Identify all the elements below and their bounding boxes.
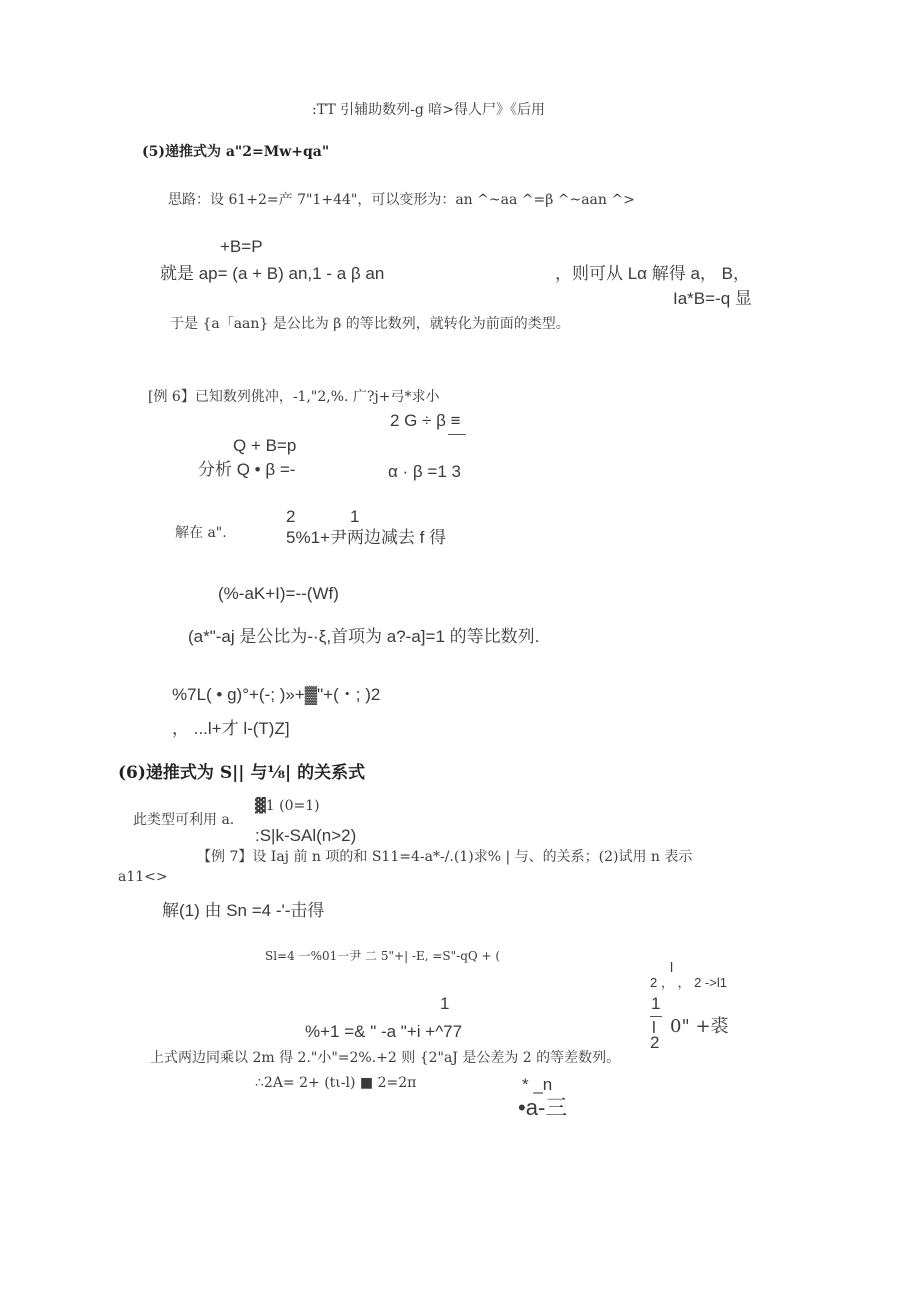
analysis-eq2: 分析 Q • β =- xyxy=(198,460,296,479)
equation-1: (%-aK+I)=--(Wf) xyxy=(218,584,339,603)
example-7-cont: a11<> xyxy=(118,869,168,885)
use-text: 此类型可利用 a. xyxy=(133,812,235,828)
equation-3: %7L( • g)°+(-; )»+▓"+(・; )2 xyxy=(172,685,381,704)
conclusion-text: 于是 {a「aan} 是公比为 β 的等比数列，就转化为前面的类型。 xyxy=(170,316,570,332)
numerator-1: 1 xyxy=(350,507,360,526)
derivation-line-4: ∴2A= 2+ (tι-l) ■ 2=2π xyxy=(255,1075,417,1091)
equation-top: +B=P xyxy=(220,237,263,256)
numerator-2: 2 xyxy=(286,507,296,526)
case-1: ▓1 (0=1) xyxy=(255,798,320,814)
right-a: l xyxy=(670,959,674,975)
derivation-line-1: Sl=4 一%01一尹 二 5"+| -E, =S"-qQ + ( xyxy=(265,949,501,963)
fraction-bar-right xyxy=(650,1016,662,1017)
fraction-bar xyxy=(448,434,466,435)
solution-text: 5%1+尹两边减去 f 得 xyxy=(286,528,447,547)
equation-main: 就是 ap= (a + B) an,1 - a β an xyxy=(160,264,385,283)
equation-right: ，则可从 Lα 解得 a， B， xyxy=(555,264,750,283)
right-e: 2 xyxy=(650,1033,660,1052)
equation-2: (a*"-aj 是公比为-·ξ,首项为 a?-a]=1 的等比数列. xyxy=(188,627,540,646)
section-6-title: (6)递推式为 S|| 与⅛| 的关系式 xyxy=(118,763,366,783)
right-b: 2 ， ， 2 ->l1 xyxy=(650,975,727,990)
idea-text: 思路：设 61+2=产 7"1+44"，可以变形为：an ^~aa ^=β ^~aan ^> xyxy=(168,192,635,208)
solution-label: 解在 a". xyxy=(175,525,227,541)
analysis-eq1: Q + B=p xyxy=(233,436,297,455)
analysis-eq3: α · β =1 3 xyxy=(388,462,461,481)
right-c: 1 xyxy=(651,994,661,1013)
right-f: 0" +裘 xyxy=(670,1016,729,1037)
example-6-r1: 2 G ÷ β ≡ xyxy=(390,411,461,430)
example-7-title: 【例 7】设 Iaj 前 n 项的和 S11=4-a*-/.(1)求% | 与、的关系；(2)试用 n 表示 xyxy=(197,849,693,865)
numerator-one: 1 xyxy=(440,994,450,1013)
case-2: :S|k-SAl(n>2) xyxy=(255,826,357,845)
example-6-title: [例 6】已知数列佻冲，-1,"2,%. 广?j+弓*求小 xyxy=(148,389,440,405)
derivation-line-3: 上式两边同乘以 2m 得 2."小"=2%.+2 则 {2"aJ 是公差为 2 的等差数列。 xyxy=(150,1050,621,1066)
final-bottom: •a-三 xyxy=(518,1095,568,1120)
equation-sub: Ia*B=-q 显 xyxy=(673,289,752,308)
section-5-title: (5)递推式为 a"2=Mw+qa" xyxy=(142,144,330,160)
example-7-solution: 解(1) 由 Sn =4 -'-击得 xyxy=(162,901,325,920)
equation-4: ， ...l+才 l-(T)Z] xyxy=(172,719,290,738)
right-d: l xyxy=(652,1018,656,1037)
derivation-line-2: %+1 =& " -a "+i +^77 xyxy=(305,1022,463,1041)
page-header: :TT 引辅助数列-g 喑>得人尸》《后用 xyxy=(312,102,545,118)
final-top: * _n xyxy=(522,1075,553,1094)
